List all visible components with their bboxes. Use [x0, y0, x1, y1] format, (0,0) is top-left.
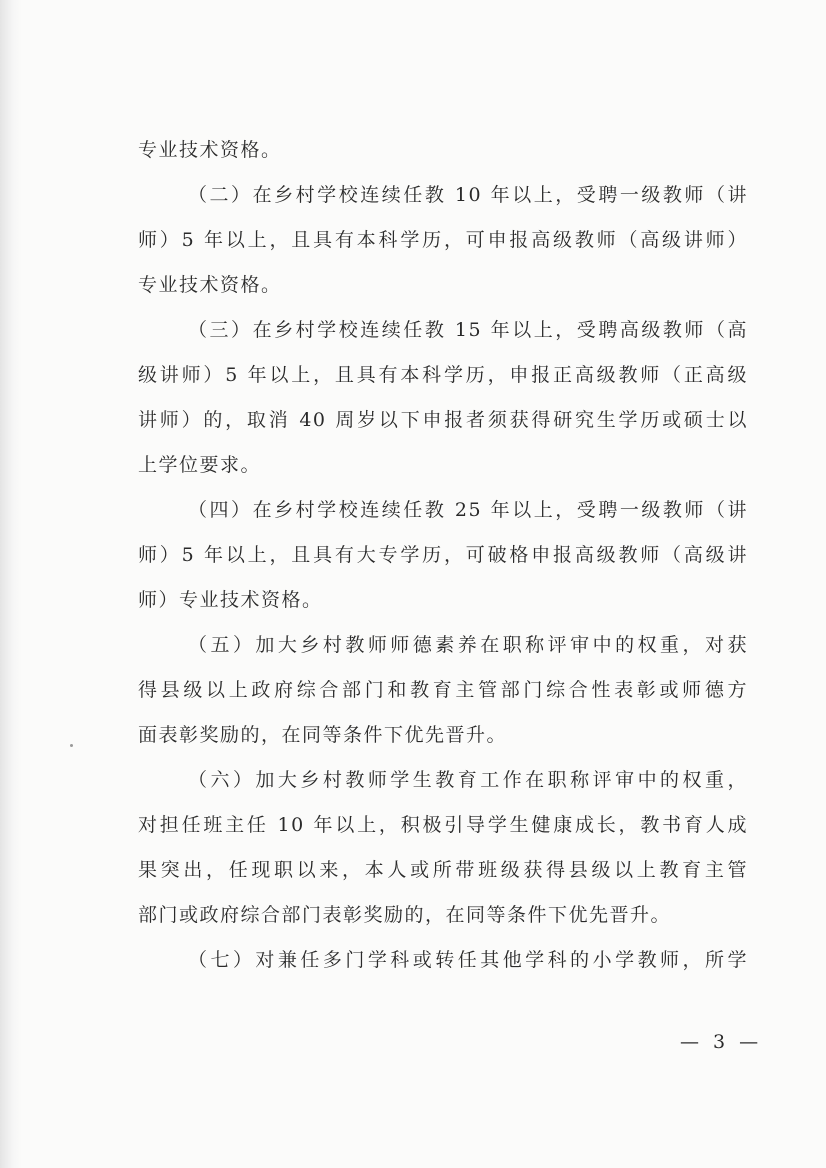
- scan-shadow-edge: [0, 0, 22, 1168]
- text-line: （四）在乡村学校连续任教 25 年以上，受聘一级教师（讲: [188, 499, 748, 521]
- text-line: 部门或政府综合部门表彰奖励的，在同等条件下优先晋升。: [138, 904, 672, 926]
- text-line: 果突出，任现职以来，本人或所带班级获得县级以上教育主管: [138, 859, 748, 881]
- text-line: （二）在乡村学校连续任教 10 年以上，受聘一级教师（讲: [188, 184, 748, 206]
- text-line: 专业技术资格。: [138, 139, 282, 161]
- text-line: （七）对兼任多门学科或转任其他学科的小学教师，所学: [188, 949, 748, 971]
- scan-speck: [70, 744, 73, 747]
- text-line: 上学位要求。: [138, 454, 262, 476]
- text-line: 专业技术资格。: [138, 274, 282, 296]
- text-line: 级讲师）5 年以上，且具有本科学历，申报正高级教师（正高级: [138, 364, 748, 386]
- text-line: 师）专业技术资格。: [138, 589, 323, 611]
- text-line: （五）加大乡村教师师德素养在职称评审中的权重，对获: [188, 634, 748, 656]
- text-line: 得县级以上政府综合部门和教育主管部门综合性表彰或师德方: [138, 679, 748, 701]
- text-line: 面表彰奖励的，在同等条件下优先晋升。: [138, 724, 508, 746]
- page-number: — 3 —: [680, 1031, 763, 1053]
- text-line: （六）加大乡村教师学生教育工作在职称评审中的权重，: [188, 769, 748, 791]
- text-line: （三）在乡村学校连续任教 15 年以上，受聘高级教师（高: [188, 319, 748, 341]
- text-line: 师）5 年以上，且具有本科学历，可申报高级教师（高级讲师）: [138, 229, 748, 251]
- text-line: 对担任班主任 10 年以上，积极引导学生健康成长，教书育人成: [138, 814, 748, 836]
- text-line: 师）5 年以上，且具有大专学历，可破格申报高级教师（高级讲: [138, 544, 748, 566]
- text-line: 讲师）的，取消 40 周岁以下申报者须获得研究生学历或硕士以: [138, 409, 748, 431]
